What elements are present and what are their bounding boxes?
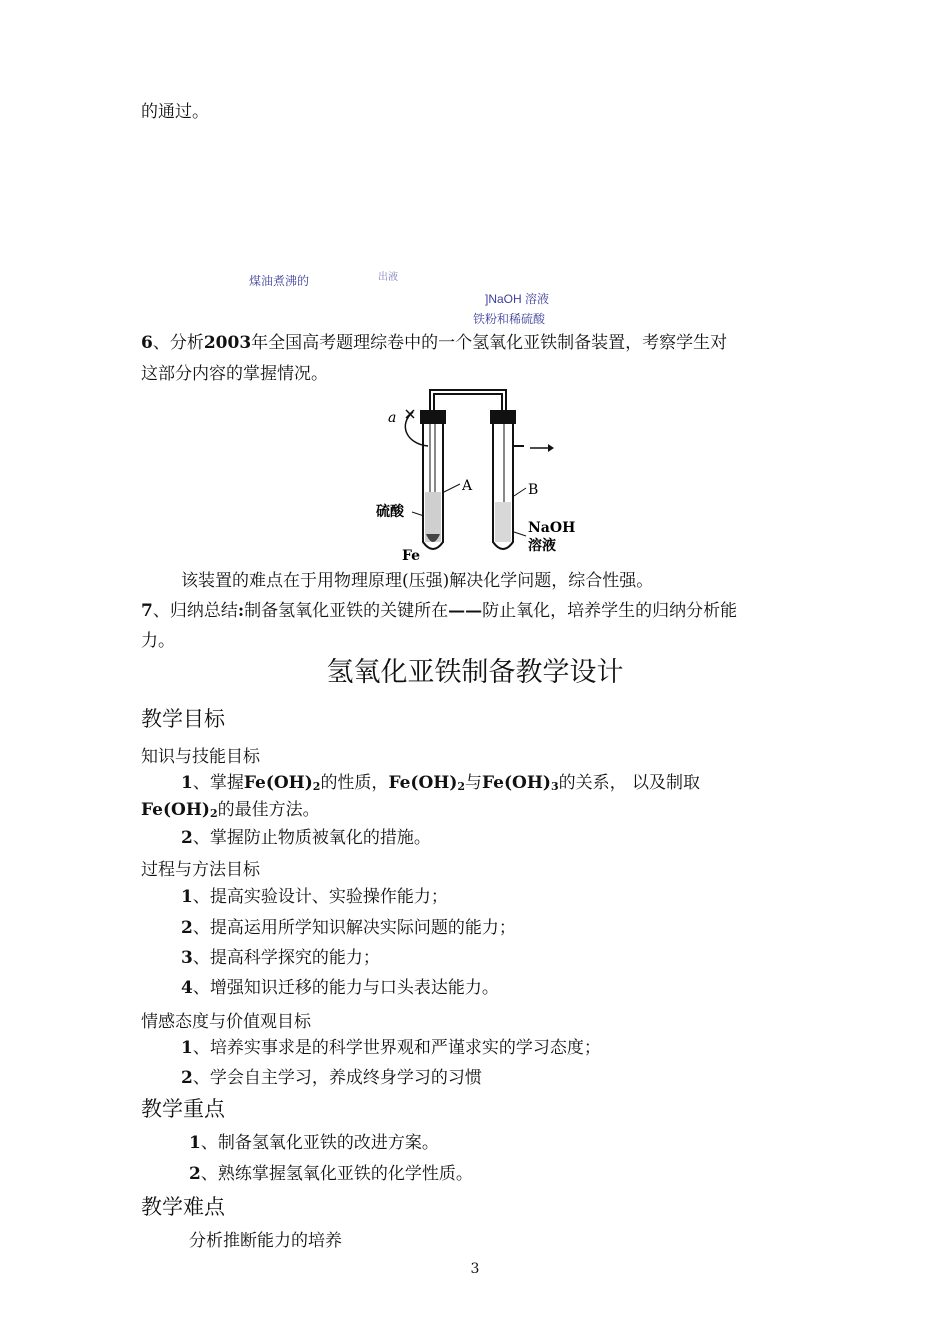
- knowledge-item-2-text: 、掌握防止物质被氧化的措施。: [192, 828, 431, 848]
- process-item-2: [181, 916, 516, 940]
- apparatus-diagram: [368, 384, 583, 566]
- process-item-4: [181, 976, 499, 1000]
- formula-fe: Fe: [388, 773, 411, 793]
- emotion-item-2: [181, 1066, 482, 1090]
- item-7-text-b: 制备氢氧化亚铁的关键所在: [244, 601, 449, 621]
- knowledge-item-1-text-b: 的性质，: [320, 773, 389, 793]
- document-title: 氢氧化亚铁制备教学设计: [326, 657, 624, 688]
- item-7-line2: 力。: [141, 631, 175, 651]
- label-fe: Fe: [402, 548, 421, 564]
- tube-b-naoh: [495, 502, 511, 542]
- section-emotion: 情感态度与价值观目标: [141, 1012, 311, 1032]
- formula-subscript: 2: [312, 780, 321, 793]
- knowledge-item-1-number: 1: [181, 773, 193, 793]
- process-item-3: [181, 946, 380, 970]
- knowledge-item-1: [181, 771, 700, 799]
- item-7-dash: ——: [448, 601, 483, 621]
- process-item-text: 、提高运用所学知识解决实际问题的能力；: [192, 918, 516, 938]
- emotion-item-text: 、学会自主学习，养成终身学习的习惯: [192, 1068, 482, 1088]
- item-6-line2: 这部分内容的掌握情况。: [141, 364, 328, 384]
- process-item-text: 、提高实验设计、实验操作能力；: [192, 887, 448, 907]
- knowledge-item-1-text-d: 的关系， 以及制取: [558, 773, 701, 793]
- section-knowledge: 知识与技能目标: [141, 747, 260, 767]
- label-tube-b: B: [528, 482, 539, 498]
- process-item-number: 4: [181, 978, 193, 998]
- tube-b-stopper: [490, 410, 516, 424]
- emotion-item-1: [181, 1036, 601, 1060]
- item-6-number: 6: [141, 333, 153, 353]
- label-solution: 溶液: [528, 538, 556, 554]
- emotion-item-text: 、培养实事求是的科学世界观和严谨求实的学习态度；: [192, 1038, 601, 1058]
- process-item-number: 1: [181, 887, 193, 907]
- formula-oh: (OH): [410, 773, 458, 793]
- formula-fe: Fe: [482, 773, 504, 793]
- formula-fe: Fe: [243, 773, 266, 793]
- key-item-number: 2: [189, 1164, 201, 1184]
- process-item-number: 3: [181, 948, 193, 968]
- item-6-line1: [141, 331, 727, 355]
- knowledge-item-1-cont: [141, 798, 320, 826]
- label-a-clamp: a: [388, 410, 397, 426]
- gas-arrow-head: [548, 444, 554, 452]
- key-item-number: 1: [189, 1133, 201, 1153]
- pointer-b: [514, 488, 526, 496]
- item-6-text-a: 、分析: [152, 333, 204, 353]
- key-item-text: 、熟练掌握氢氧化亚铁的化学性质。: [200, 1164, 473, 1184]
- continuation-text: 的通过。: [141, 102, 209, 122]
- section-difficulty: 教学难点: [141, 1195, 225, 1219]
- difficulty-text: 分析推断能力的培养: [189, 1231, 342, 1251]
- fig-label-naoh: ]NaOH 溶液: [485, 292, 550, 306]
- fig-label-faint: 出液: [378, 272, 398, 283]
- process-item-number: 2: [181, 918, 193, 938]
- item-6-year: 2003: [203, 333, 252, 353]
- apparatus-note: 该装置的难点在于用物理原理(压强)解决化学问题，综合性强。: [181, 571, 654, 591]
- section-goals: 教学目标: [141, 707, 225, 731]
- knowledge-item-1-text-c: 与: [465, 773, 483, 793]
- formula-subscript: 3: [550, 780, 559, 793]
- process-item-text: 、增强知识迁移的能力与口头表达能力。: [192, 978, 499, 998]
- tube-a-stopper: [420, 410, 446, 424]
- item-7-number: 7: [141, 601, 153, 621]
- knowledge-item-1-text-e: 的最佳方法。: [217, 800, 320, 820]
- knowledge-item-2-number: 2: [181, 828, 193, 848]
- item-7-text-a: 、归纳总结: [152, 601, 238, 621]
- item-6-text-b: 年全国高考题理综卷中的一个氢氧化亚铁制备装置，考察学生对: [251, 333, 728, 353]
- knowledge-item-1-text-a: 、掌握: [192, 773, 244, 793]
- formula-oh: (OH): [162, 800, 210, 820]
- emotion-item-number: 1: [181, 1038, 193, 1058]
- process-item-1: [181, 885, 448, 909]
- label-tube-a: A: [462, 478, 473, 494]
- knowledge-item-2: [181, 826, 431, 850]
- key-item-2: [189, 1162, 473, 1186]
- item-7-colon: :: [237, 601, 245, 621]
- page-number: 3: [470, 1261, 480, 1277]
- label-acid: 硫酸: [376, 504, 404, 520]
- formula-oh: (OH): [504, 773, 551, 793]
- process-item-text: 、提高科学探究的能力；: [192, 948, 380, 968]
- pointer-naoh: [514, 532, 526, 536]
- key-item-1: [189, 1131, 439, 1155]
- item-7-line1: [141, 599, 737, 623]
- pointer-a: [444, 484, 460, 492]
- emotion-item-number: 2: [181, 1068, 193, 1088]
- section-key-points: 教学重点: [141, 1097, 225, 1121]
- item-7-text-c: 防止氧化，培养学生的归纳分析能: [482, 601, 738, 621]
- label-naoh: NaOH: [528, 520, 576, 536]
- fig-label-kerosene: 煤油煮沸的: [249, 274, 310, 288]
- formula-fe: Fe: [141, 800, 163, 820]
- key-item-text: 、制备氢氧化亚铁的改进方案。: [200, 1133, 439, 1153]
- formula-subscript: 2: [209, 807, 218, 820]
- section-process: 过程与方法目标: [141, 860, 260, 880]
- fig-label-iron-acid: 铁粉和稀硫酸: [473, 312, 546, 326]
- formula-subscript: 2: [457, 780, 466, 793]
- formula-oh: (OH): [265, 773, 313, 793]
